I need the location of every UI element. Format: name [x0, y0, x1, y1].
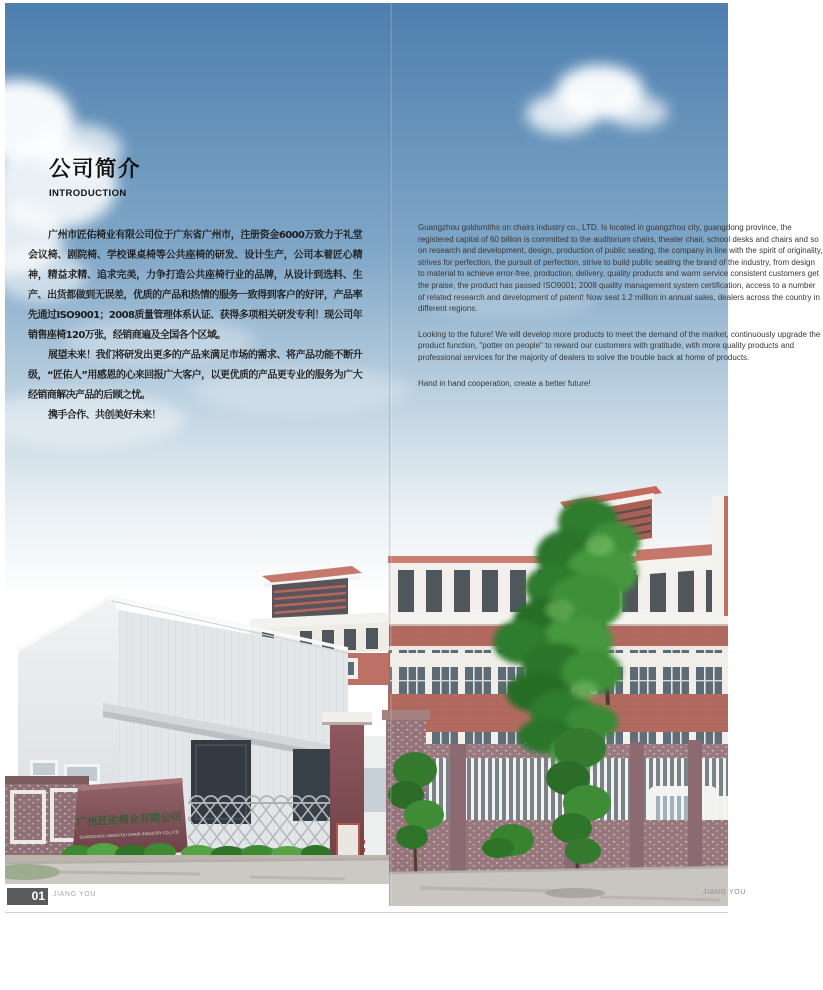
cn-paragraph-1: 广州市匠佑椅业有限公司位于广东省广州市，注册资金6000万致力于礼堂会议椅、剧院椅、学校课桌椅等公共座椅的研发、设计生产，公司本着匠心精神，精益求精、追求完美，力争打造公共座椅行业的品牌，从设计到选料、生产、出货都做到无误差，优质的产品和热情的服务一致得到客户的好评，产品率先通过ISO9001；2008质量管理体系认证、获得多项相关研发专利！现公司年销售座椅120万张，经销商遍及全国各个区域。: [28, 230, 362, 341]
page-number-badge: 01: [7, 888, 48, 905]
gate-sign-company-name: 广州匠佑椅业有限公司: [76, 811, 182, 829]
en-paragraph-1: Guangzhou goldsmiths on chairs industry co., LTD. Is located in guangzhou city, guangdong province, the registered capital of 60 billion is committed to the auditorium chairs, theater chair, school desks and chairs and so on research and development, design, production of public seating, the company in line with the spirit of originality, strives for perfection, the pursuit of perfection, strive to build public seating the brand of the industry, from design to material to achieve error-free, production, delivery, quality products and warm service consistent customers get the praise, the product has passed ISO9001; 2008 quality management system certification, access to a number of related research and development of patent! Now seat 1.2 million in annual sales, dealers across the country in different regions.: [418, 223, 823, 314]
footer-rule: [5, 912, 728, 913]
chinese-introduction: [28, 226, 362, 426]
retractable-gate: [188, 796, 330, 851]
title-block: [49, 152, 309, 199]
en-paragraph-2: Looking to the future! We will develop more products to meet the demand of the market, continuously upgrade the product function, "potter on people" to reward our customers with gratitude, with more quality products and professional services for the majority of dealers to solve the trouble back at home of products.: [418, 329, 821, 362]
page-title: 公司简介: [49, 157, 142, 182]
footer-brand-right: JIANG YOU: [703, 889, 747, 896]
footer-brand-left: JIANG YOU: [53, 891, 97, 898]
gate-sign-company-name-en: GUANGZHOU JIANGYOU CHAIR INDUSTRY CO.,LTD: [79, 829, 179, 840]
page-subtitle: INTRODUCTION: [49, 188, 127, 199]
english-text-column: [418, 222, 823, 389]
en-paragraph-3: Hand in hand cooperation, create a better future!: [418, 378, 591, 388]
cn-paragraph-3: 携手合作、共创美好未来！: [48, 410, 161, 421]
english-introduction: [418, 222, 823, 422]
gate-pillar: [322, 712, 394, 862]
cn-paragraph-2: 展望未来！我们将研发出更多的产品来满足市场的需求、将产品功能不断升级，“匠佑人”用感恩的心来回报广大客户，以更优质的产品更专业的服务为广大经销商解决产品的后顾之忧。: [28, 350, 362, 401]
page-gutter: [389, 3, 391, 906]
